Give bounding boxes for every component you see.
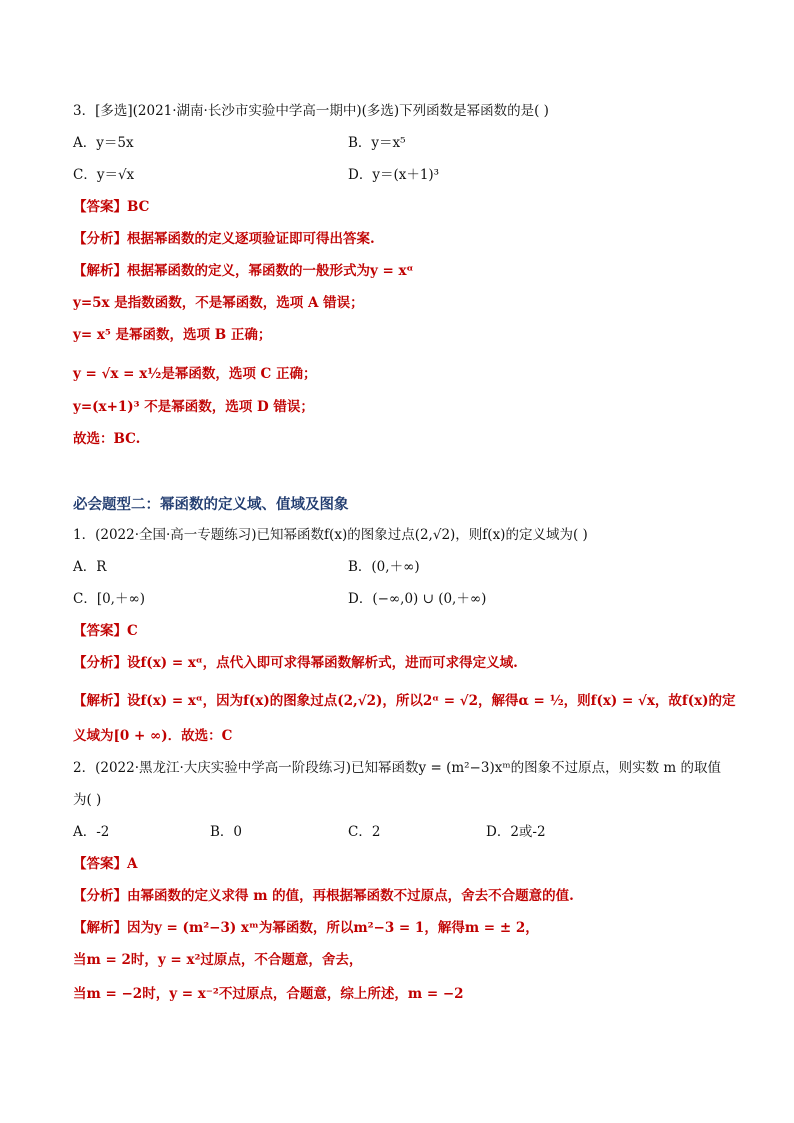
q3-option-c: C．y＝√x: [73, 167, 135, 183]
q3-solution-line-1: y=5x 是指数函数，不是幂函数，选项 A 错误；: [73, 295, 364, 311]
q3-option-b: B．y＝x⁵: [348, 135, 406, 151]
solution-tag: 【解析】: [73, 693, 127, 709]
q3-option-d: D．y＝(x＋1)³: [348, 167, 440, 183]
analysis-tag: 【分析】: [73, 231, 127, 247]
p1-option-b: B．(0,＋∞): [348, 559, 420, 575]
solution-tag: 【解析】: [73, 920, 127, 936]
p2-option-d: D．2或-2: [486, 824, 546, 840]
p1-stem: 1．(2022·全国·高一专题练习)已知幂函数f(x)的图象过点(2,√2)，则f(x)的定义域为( ): [73, 527, 588, 543]
p2-solution-line-2: 当m = −2时，y = x⁻²不过原点，合题意，综上所述，m = −2: [73, 986, 464, 1002]
q3-option-a: A．y＝5x: [73, 135, 134, 151]
solution-text: 根据幂函数的定义，幂函数的一般形式为y = xᵅ: [127, 263, 414, 279]
answer-tag: 【答案】: [73, 623, 127, 639]
q3-solution: [73, 261, 413, 281]
p1-option-d: D．(−∞,0) ∪ (0,＋∞): [348, 591, 487, 607]
answer-value: BC: [127, 199, 150, 215]
q3-solution-line-3: y = √x = x½是幂函数，选项 C 正确；: [73, 366, 317, 382]
solution-tag: 【解析】: [73, 263, 127, 279]
p2-answer: [73, 854, 137, 874]
p2-solution: [73, 918, 539, 938]
p2-stem: 2．(2022·黑龙江·大庆实验中学高一阶段练习)已知幂函数y = (m²−3)xᵐ的图象不过原点，则实数 m 的取值: [73, 760, 722, 776]
p1-solution-cont: 义域为[0 + ∞)．故选：C: [73, 728, 233, 744]
p2-stem-cont: 为( ): [73, 792, 102, 808]
analysis-text: 根据幂函数的定义逐项验证即可得出答案.: [127, 231, 375, 247]
p1-option-c: C．[0,＋∞): [73, 591, 145, 607]
solution-text: 因为y = (m²−3) xᵐ为幂函数，所以m²−3 = 1，解得m = ± 2，: [127, 920, 539, 936]
solution-text: 设f(x) = xᵅ，因为f(x)的图象过点(2,√2)，所以2ᵅ = √2，解得α = ½，则f(x) = √x，故f(x)的定: [127, 693, 736, 709]
section-title: 必会题型二：幂函数的定义域、值域及图象: [73, 496, 349, 513]
q3-solution-line-4: y=(x+1)³ 不是幂函数，选项 D 错误；: [73, 399, 314, 415]
analysis-text: 设f(x) = xᵅ，点代入即可求得幂函数解析式，进而可求得定义域.: [127, 655, 518, 671]
analysis-text: 由幂函数的定义求得 m 的值，再根据幂函数不过原点，舍去不合题意的值.: [127, 888, 574, 904]
p2-option-c: C．2: [348, 824, 381, 840]
q3-stem: 3．[多选](2021·湖南·长沙市实验中学高一期中)(多选)下列函数是幂函数的是( ): [73, 103, 549, 119]
q3-answer: [73, 197, 149, 217]
answer-tag: 【答案】: [73, 856, 127, 872]
p1-solution: [73, 691, 736, 711]
q3-solution-line-2: y= x⁵ 是幂函数，选项 B 正确；: [73, 327, 272, 343]
p2-option-a: A．-2: [73, 824, 110, 840]
answer-value: C: [127, 623, 138, 639]
analysis-tag: 【分析】: [73, 888, 127, 904]
analysis-tag: 【分析】: [73, 655, 127, 671]
q3-conclusion: 故选：BC.: [73, 431, 141, 447]
answer-value: A: [127, 856, 138, 872]
p1-answer: [73, 621, 138, 641]
p2-solution-line-1: 当m = 2时，y = x²过原点，不合题意，舍去，: [73, 952, 363, 968]
p1-option-a: A．R: [73, 559, 107, 575]
p1-analysis: [73, 653, 518, 673]
answer-tag: 【答案】: [73, 199, 127, 215]
p2-analysis: [73, 886, 574, 906]
p2-option-b: B．0: [210, 824, 243, 840]
q3-analysis: [73, 229, 375, 249]
